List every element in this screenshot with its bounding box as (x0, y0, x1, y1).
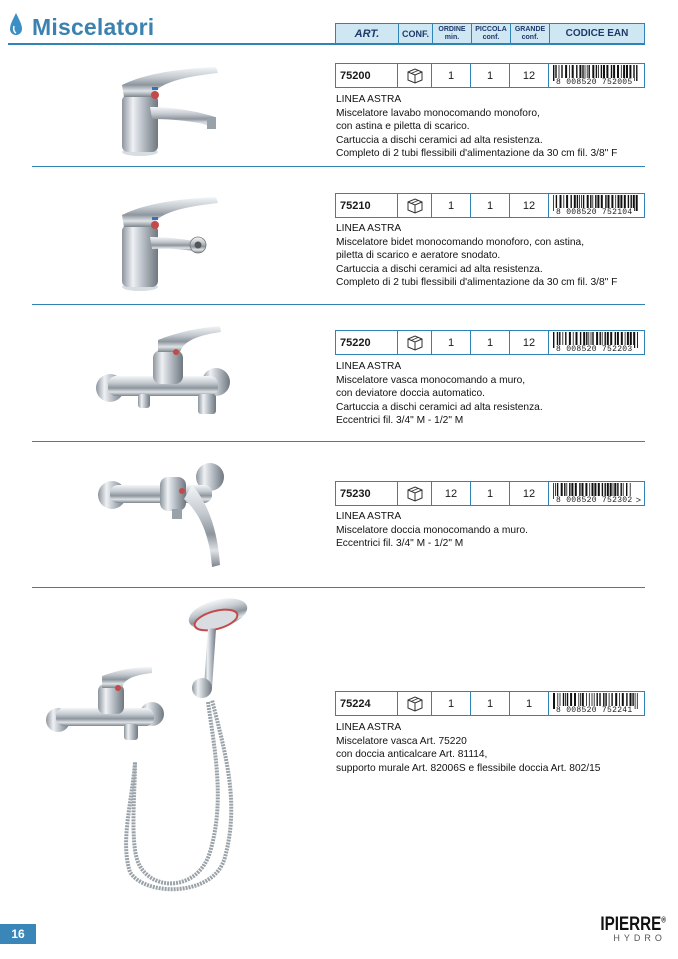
brand-logo: IPIERRE® HYDRO (600, 914, 666, 943)
grande-cell: 12 (510, 331, 549, 354)
water-drop-icon (8, 12, 24, 38)
separator (32, 441, 645, 442)
ean-cell (549, 194, 644, 217)
col-grande: GRANDE conf. (511, 24, 550, 43)
product-description-75200: LINEA ASTRA Miscelatore lavabo monocomando monoforo, con astina e piletta di scarico. Cartuccia a dischi ceramici ad alta resistenza. Completo di 2 tubi flessibili d'alimentazione da 30 cm fil. 3/8" F (336, 94, 618, 159)
ean-arrow: > (635, 495, 641, 505)
product-row-75210[interactable] (335, 193, 645, 218)
piccola-cell: 1 (471, 64, 510, 87)
product-image-75210 (112, 185, 237, 295)
product-description-75220: LINEA ASTRA Miscelatore vasca monocomando a muro, con deviatore doccia automatico. Cartuccia a dischi ceramici ad alta resistenza. Eccentrici fil. 3/4" M - 1/2" M (336, 361, 543, 426)
art-number: 75220 (336, 331, 398, 354)
product-description-75230: LINEA ASTRA Miscelatore doccia monocomando a muro. Eccentrici fil. 3/4" M - 1/2" M (336, 511, 528, 549)
product-row-75224[interactable] (335, 691, 645, 716)
conf-cell (398, 482, 432, 505)
box-icon (406, 485, 424, 503)
conf-cell (398, 692, 432, 715)
piccola-cell: 1 (471, 194, 510, 217)
col-art: ART. (336, 24, 399, 43)
art-number: 75224 (336, 692, 398, 715)
piccola-cell: 1 (471, 692, 510, 715)
ean-cell (549, 692, 644, 715)
col-ordine: ORDINE min. (433, 24, 472, 43)
ean-cell (549, 64, 644, 87)
ordine-cell: 1 (432, 64, 471, 87)
ordine-cell: 1 (432, 194, 471, 217)
ordine-cell: 1 (432, 331, 471, 354)
ordine-cell: 1 (432, 692, 471, 715)
page-number: 16 (0, 924, 36, 944)
box-icon (406, 695, 424, 713)
ean-code: 8 008520 752203 (556, 345, 633, 354)
conf-cell (398, 194, 432, 217)
col-ean: CODICE EAN (550, 24, 644, 43)
product-row-75220[interactable] (335, 330, 645, 355)
box-icon (406, 197, 424, 215)
column-header (335, 23, 645, 44)
art-number: 75230 (336, 482, 398, 505)
grande-cell: 12 (510, 64, 549, 87)
ean-code: 8 008520 752302 (556, 496, 633, 505)
product-description-75224: LINEA ASTRA Miscelatore vasca Art. 75220 con doccia anticalcare Art. 81114, supporto murale Art. 82006S e flessibile doccia Art. 802/15 (336, 722, 601, 774)
ean-code: 8 008520 752005 (556, 78, 633, 87)
product-row-75200[interactable] (335, 63, 645, 88)
art-number: 75210 (336, 194, 398, 217)
product-image-75220 (88, 320, 238, 430)
box-icon (406, 67, 424, 85)
grande-cell: 1 (510, 692, 549, 715)
separator (32, 304, 645, 305)
conf-cell (398, 64, 432, 87)
product-description-75210: LINEA ASTRA Miscelatore bidet monocomando monoforo, con astina, piletta di scarico e aeratore snodato. Cartuccia a dischi ceramici ad alta resistenza. Completo di 2 tubi flessibili d'alimentazione da 30 cm fil. 3/8" F (336, 223, 618, 288)
ean-code: 8 008520 752241 (556, 706, 633, 715)
ean-cell (549, 331, 644, 354)
ordine-cell: 12 (432, 482, 471, 505)
product-row-75230[interactable] (335, 481, 645, 506)
box-icon (406, 334, 424, 352)
art-number: 75200 (336, 64, 398, 87)
piccola-cell: 1 (471, 482, 510, 505)
page-title: Miscelatori (32, 14, 155, 40)
separator (32, 166, 645, 167)
ean-cell (549, 482, 644, 505)
product-image-75230 (92, 455, 232, 575)
product-image-75224 (40, 592, 270, 902)
grande-cell: 12 (510, 194, 549, 217)
grande-cell: 12 (510, 482, 549, 505)
ean-code: 8 008520 752104 (556, 208, 633, 217)
product-image-75200 (112, 55, 237, 160)
separator (32, 587, 645, 588)
col-conf: CONF. (399, 24, 433, 43)
col-piccola: PICCOLA conf. (472, 24, 511, 43)
piccola-cell: 1 (471, 331, 510, 354)
conf-cell (398, 331, 432, 354)
